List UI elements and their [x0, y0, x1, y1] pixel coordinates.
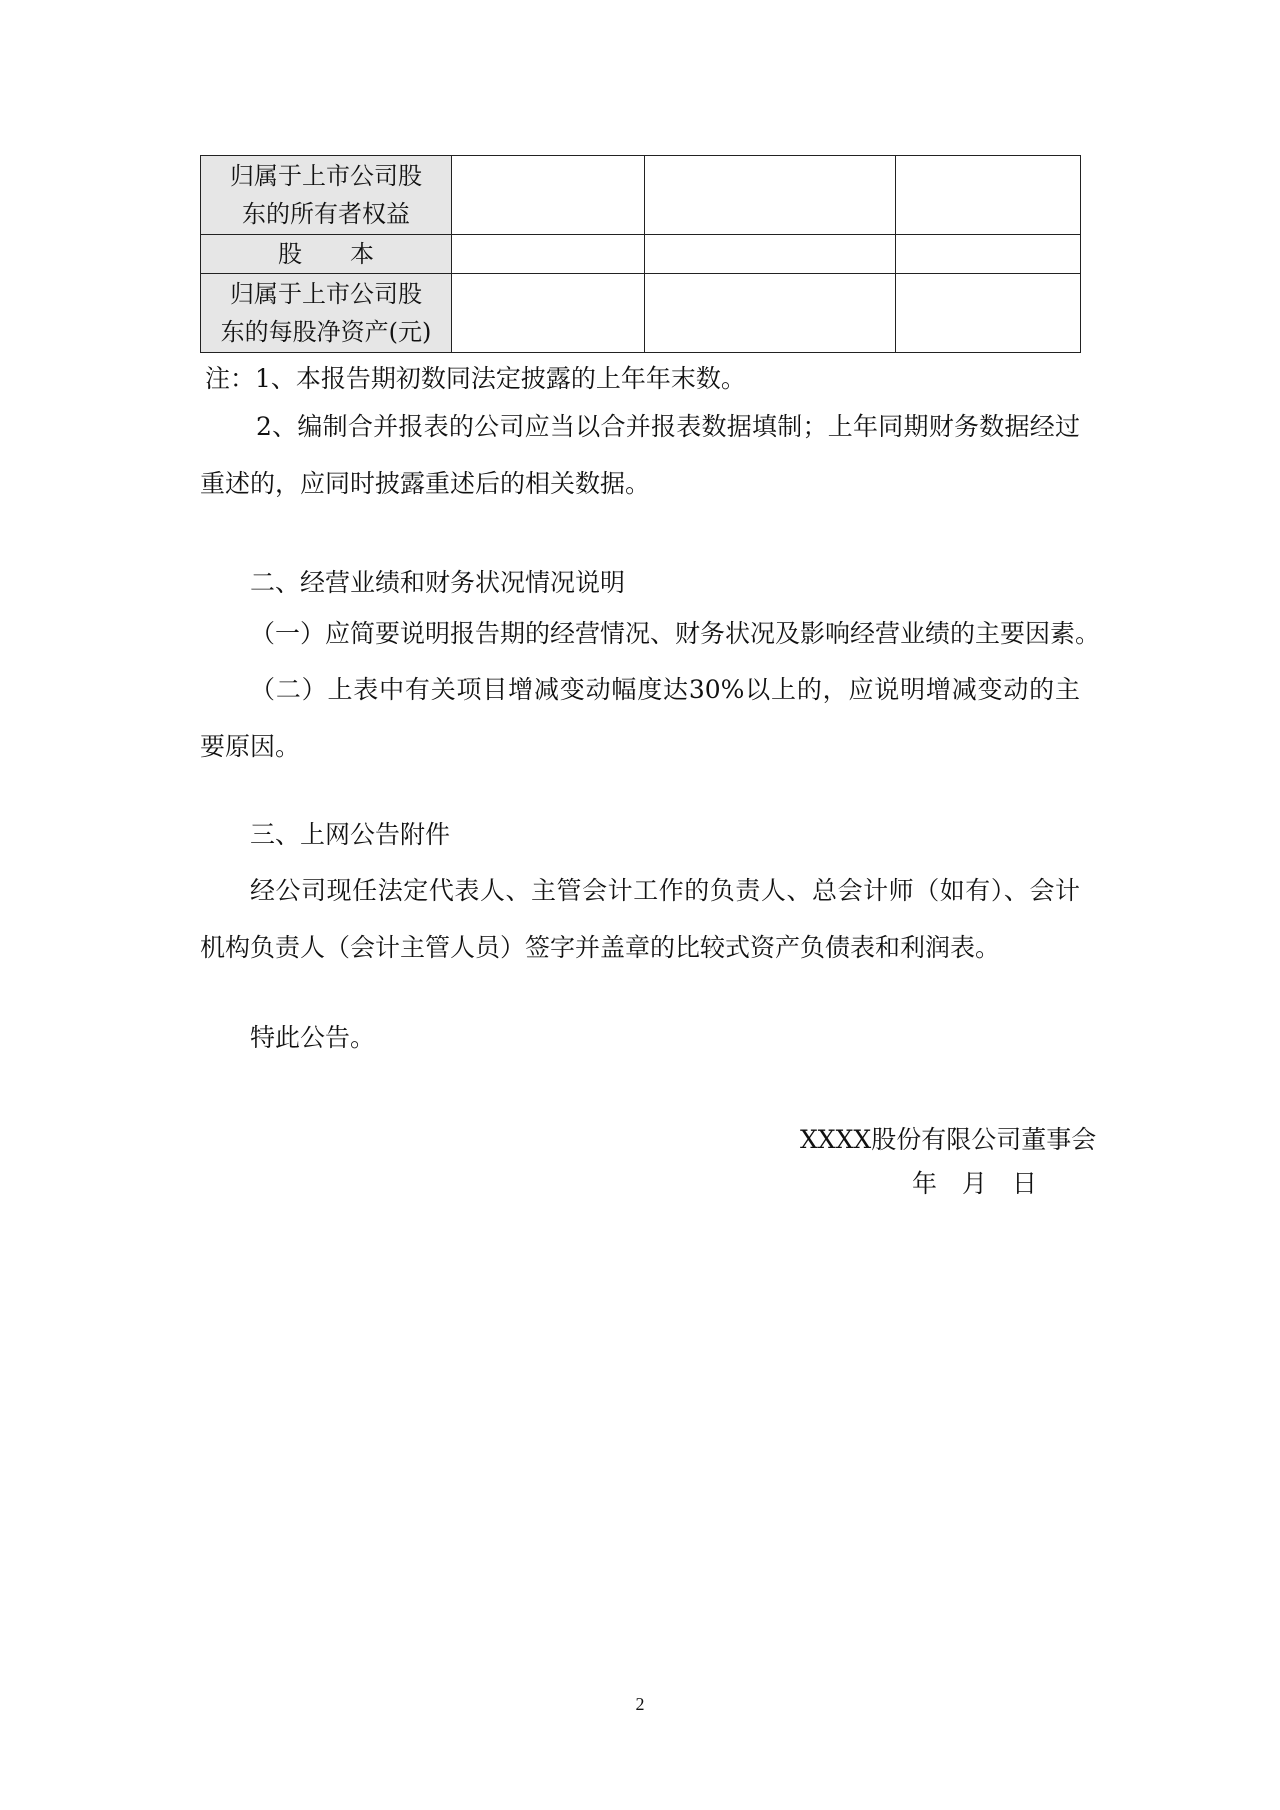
row-label-line: 归属于上市公司股: [230, 280, 422, 308]
table-row: [201, 156, 1081, 235]
note-2: 2、编制合并报表的公司应当以合并报表数据填制；上年同期财务数据经过重述的，应同时披露重述后的相关数据。: [200, 412, 1080, 498]
row-label-line: 东的所有者权益: [242, 200, 410, 228]
closing-statement: 特此公告。: [250, 1023, 376, 1052]
table-cell: [452, 274, 645, 353]
row-label-net-assets-per-share: [201, 274, 452, 353]
signature-company: XXXX股份有限公司董事会: [800, 1125, 1097, 1154]
table-cell: [645, 274, 896, 353]
table-cell: [896, 274, 1081, 353]
table-cell: [645, 156, 896, 235]
note-1: 注：1、本报告期初数同法定披露的上年年末数。: [205, 364, 746, 393]
section-2-heading: 二、经营业绩和财务状况情况说明: [250, 568, 626, 597]
table-cell: [452, 235, 645, 274]
page-number: 2: [635, 1694, 645, 1714]
section-3-heading: 三、上网公告附件: [250, 820, 451, 849]
table-row: [201, 274, 1081, 353]
row-label-line: 归属于上市公司股: [230, 162, 422, 190]
table-cell: [896, 235, 1081, 274]
section-3-body: 经公司现任法定代表人、主管会计工作的负责人、总会计师（如有）、会计机构负责人（会计主管人员）签字并盖章的比较式资产负债表和利润表。: [200, 876, 1080, 962]
table-cell: [645, 235, 896, 274]
table-row: [201, 235, 1081, 274]
table-cell: [896, 156, 1081, 235]
row-label-owners-equity: [201, 156, 452, 235]
table-cell: [452, 156, 645, 235]
financial-data-table: [200, 155, 1081, 353]
row-label-line: 东的每股净资产(元): [220, 318, 432, 346]
row-label-line: 股 本: [278, 240, 374, 268]
row-label-share-capital: [201, 235, 452, 274]
signature-date: 年 月 日: [912, 1169, 1038, 1198]
section-2-item-2: （二）上表中有关项目增减变动幅度达30%以上的，应说明增减变动的主要原因。: [200, 675, 1080, 761]
section-2-item-1: （一）应简要说明报告期的经营情况、财务状况及影响经营业绩的主要因素。: [250, 619, 1101, 648]
